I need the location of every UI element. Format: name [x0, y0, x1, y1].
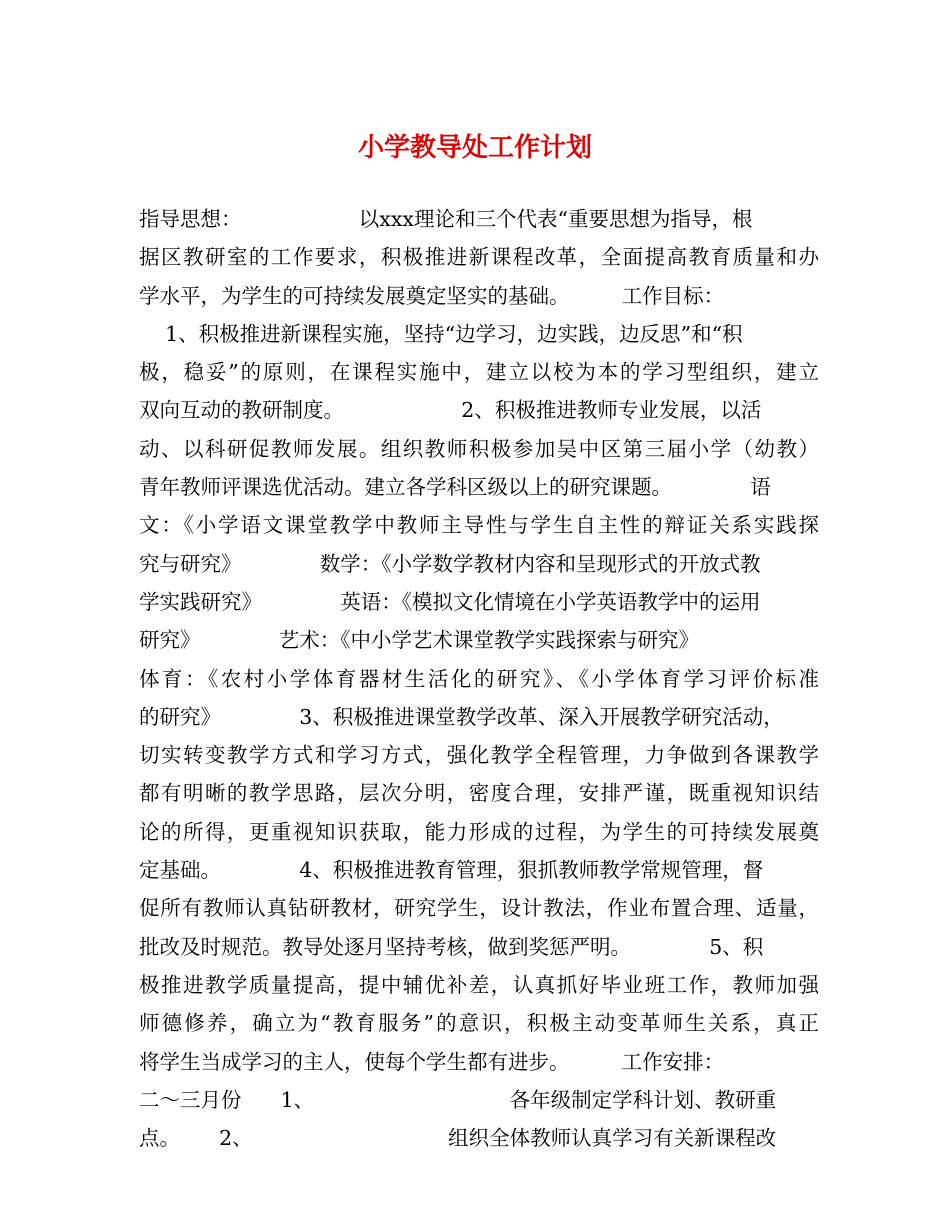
body-line: 体育：《农村小学体育器材生活化的研究》、《小学体育学习评价标准	[139, 666, 819, 691]
body-line: 极推进教学质量提高，提中辅优补差，认真抓好毕业班工作，教师加强	[139, 972, 819, 997]
body-line: 切实转变教学方式和学习方式，强化教学全程管理，力争做到各课教学	[139, 743, 819, 768]
body-line: 文：《小学语文课堂教学中教师主导性与学生自主性的辩证关系实践探	[139, 513, 819, 538]
body-line: 青年教师评课选优活动。建立各学科区级以上的研究课题。 语	[139, 475, 771, 500]
body-line: 学水平，为学生的可持续发展奠定坚实的基础。 工作目标：	[139, 283, 725, 308]
body-line: 据区教研室的工作要求，积极推进新课程改革，全面提高教育质量和办	[139, 245, 819, 270]
body-line: 二～三月份 1、 各年级制定学科计划、教研重	[139, 1087, 777, 1112]
body-line: 极，稳妥”的原则，在课程实施中，建立以校为本的学习型组织，建立	[139, 360, 819, 385]
body-line: 点。 2、 组织全体教师认真学习有关新课程改	[139, 1126, 777, 1151]
body-line: 批改及时规范。教导处逐月坚持考核，做到奖惩严明。 5、积	[139, 934, 764, 959]
body-line: 研究》 艺术：《中小学艺术课堂教学实践探索与研究》	[139, 628, 699, 653]
body-line: 指导思想： 以xxx理论和三个代表“重要思想为指导，根	[139, 207, 753, 231]
document-title: 小学教导处工作计划	[357, 133, 592, 163]
body-line: 论的所得，更重视知识获取，能力形成的过程，为学生的可持续发展奠	[139, 819, 819, 844]
body-line: 都有明晰的教学思路，层次分明，密度合理，安排严谨，既重视知识结	[139, 781, 819, 806]
body-line: 学实践研究》 英语：《模拟文化情境在小学英语教学中的运用	[139, 589, 761, 614]
body-line: 的研究》 3、积极推进课堂教学改革、深入开展教学研究活动，	[139, 704, 784, 729]
body-line: 将学生当成学习的主人，使每个学生都有进步。 工作安排：	[139, 1049, 725, 1074]
body-line: 定基础。 4、积极推进教育管理，狠抓教师教学常规管理，督	[139, 858, 764, 883]
body-line: 究与研究》 数学：《小学数学教材内容和呈现形式的开放式教	[139, 551, 761, 576]
document-body	[139, 200, 819, 1157]
body-line: 双向互动的教研制度。 2、积极推进教师专业发展，以活	[139, 398, 762, 423]
body-line: 师德修养，确立为“教育服务”的意识，积极主动变革师生关系，真正	[139, 1011, 819, 1036]
body-line: 动、以科研促教师发展。组织教师积极参加吴中区第三届小学（幼教）	[139, 436, 819, 461]
body-line: 促所有教师认真钻研教材，研究学生，设计教法，作业布置合理、适量，	[139, 896, 819, 921]
body-line: 1、积极推进新课程实施，坚持“边学习，边实践，边反思”和“积	[139, 321, 743, 346]
